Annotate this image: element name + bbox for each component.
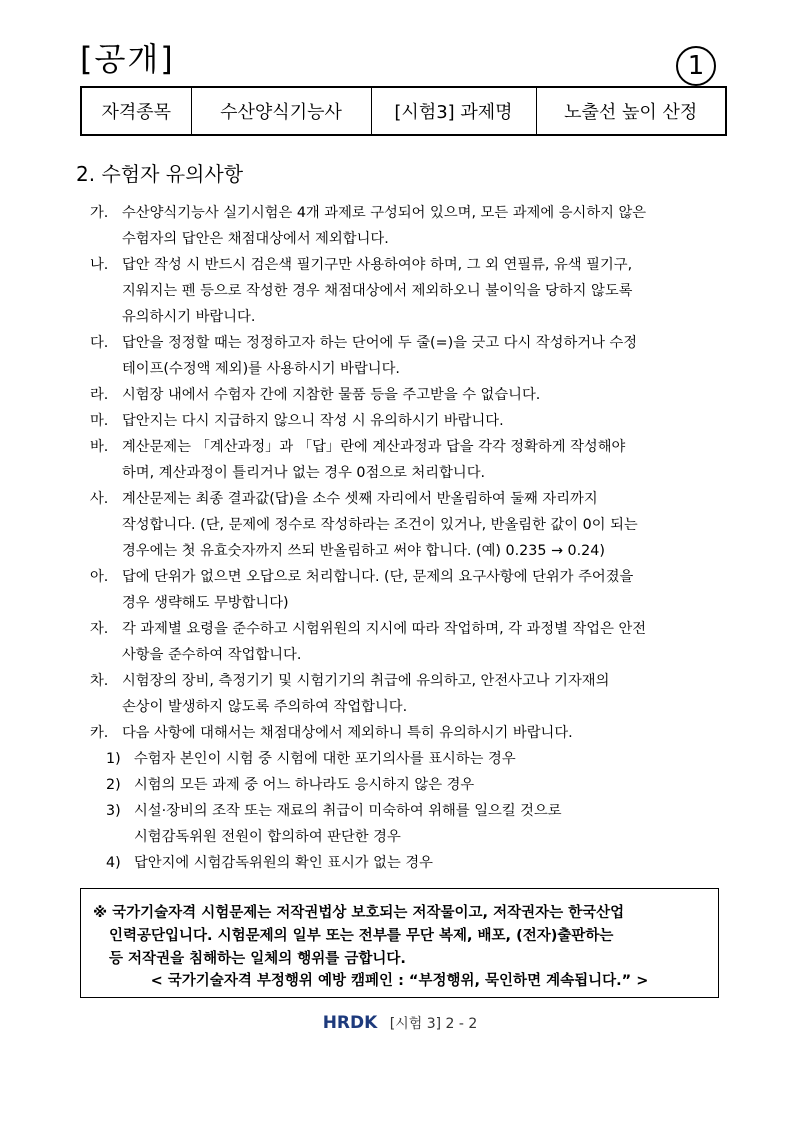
public-label: [공개] — [80, 40, 175, 78]
sub-item — [92, 746, 730, 772]
note-line: 계산문제는 최종 결과값(답)을 소수 셋째 자리에서 반올림하여 둘째 자리까지 — [122, 491, 598, 507]
info-cell-task-value: 노출선 높이 산정 — [536, 87, 726, 135]
sub-item — [92, 772, 730, 798]
note-mark: 아. — [90, 569, 109, 585]
sub-item-number: 1) — [106, 751, 121, 767]
campaign-slogan: < 국가기술자격 부정행위 예방 캠페인 : “부정행위, 묵인하면 계속됩니다.” > — [150, 973, 649, 989]
note-mark: 바. — [90, 439, 109, 455]
note-mark: 차. — [90, 673, 109, 689]
note-line: 작성합니다. (단, 문제에 정수로 작성하라는 조건이 있거나, 반올림한 값이 0이 되는 — [122, 517, 638, 533]
note-item — [90, 200, 730, 252]
note-mark: 자. — [90, 621, 109, 637]
note-item — [90, 252, 730, 330]
page-number-circle: 1 — [676, 46, 716, 86]
note-line: 테이프(수정액 제외)를 사용하시기 바랍니다. — [122, 361, 400, 377]
notice-line: 인력공단입니다. 시험문제의 일부 또는 전부를 무단 복제, 배포, (전자)출판하는 — [109, 928, 614, 944]
note-line: 수산양식기능사 실기시험은 4개 과제로 구성되어 있으며, 모든 과제에 응시하지 않은 — [122, 205, 647, 221]
note-line: 답에 단위가 없으면 오답으로 처리합니다. (단, 문제의 요구사항에 단위가 주어졌을 — [122, 569, 634, 585]
info-cell-task-label: [시험3] 과제명 — [371, 87, 536, 135]
note-item — [90, 382, 730, 408]
info-cell-category-value: 수산양식기능사 — [191, 87, 371, 135]
note-item — [90, 330, 730, 382]
note-line: 시험장 내에서 수험자 간에 지참한 물품 등을 주고받을 수 없습니다. — [122, 387, 541, 403]
note-line: 유의하시기 바랍니다. — [122, 309, 256, 325]
note-line: 시험장의 장비, 측정기기 및 시험기기의 취급에 유의하고, 안전사고나 기자재의 — [122, 673, 610, 689]
sub-item-line: 시설·장비의 조작 또는 재료의 취급이 미숙하여 위해를 일으킬 것으로 — [134, 803, 562, 819]
note-line: 다음 사항에 대해서는 채점대상에서 제외하니 특히 유의하시기 바랍니다. — [122, 725, 573, 741]
note-item — [90, 434, 730, 486]
note-item — [90, 720, 730, 746]
note-line: 손상이 발생하지 않도록 주의하여 작업합니다. — [122, 699, 408, 715]
note-item — [90, 564, 730, 616]
note-line: 답안지는 다시 지급하지 않으니 작성 시 유의하시기 바랍니다. — [122, 413, 504, 429]
note-line: 답안을 정정할 때는 정정하고자 하는 단어에 두 줄(=)을 긋고 다시 작성하거나 수정 — [122, 335, 638, 351]
note-line: 수험자의 답안은 채점대상에서 제외합니다. — [122, 231, 389, 247]
copyright-notice-box — [80, 888, 719, 998]
note-line: 답안 작성 시 반드시 검은색 필기구만 사용하여야 하며, 그 외 연필류, 유색 필기구, — [122, 257, 633, 273]
footer-page-number: [시험 3] 2 - 2 — [389, 1016, 478, 1032]
note-mark: 라. — [90, 387, 109, 403]
note-mark: 가. — [90, 205, 109, 221]
sub-item-line: 답안지에 시험감독위원의 확인 표시가 없는 경우 — [134, 855, 433, 871]
note-line: 계산문제는 「계산과정」과 「답」란에 계산과정과 답을 각각 정확하게 작성해야 — [122, 439, 626, 455]
note-mark: 카. — [90, 725, 109, 741]
note-mark: 나. — [90, 257, 109, 273]
notice-line: 등 저작권을 침해하는 일체의 행위를 금합니다. — [109, 951, 406, 967]
notes-list — [90, 200, 730, 876]
page-footer — [0, 1013, 800, 1033]
info-cell-category-label: 자격종목 — [81, 87, 191, 135]
note-mark: 사. — [90, 491, 109, 507]
section-title: 2. 수험자 유의사항 — [76, 162, 244, 186]
hrdk-logo: HRDK — [322, 1013, 378, 1033]
note-line: 경우 생략해도 무방합니다) — [122, 595, 289, 611]
sub-item-line: 시험의 모든 과제 중 어느 하나라도 응시하지 않은 경우 — [134, 777, 475, 793]
sub-item-number: 4) — [106, 855, 121, 871]
sub-item-line: 수험자 본인이 시험 중 시험에 대한 포기의사를 표시하는 경우 — [134, 751, 516, 767]
note-item — [90, 486, 730, 564]
note-line: 지워지는 펜 등으로 작성한 경우 채점대상에서 제외하오니 불이익을 당하지 않도록 — [122, 283, 633, 299]
exam-info-table — [80, 86, 727, 136]
sub-item-number: 2) — [106, 777, 121, 793]
note-line: 각 과제별 요령을 준수하고 시험위원의 지시에 따라 작업하며, 각 과정별 작업은 안전 — [122, 621, 647, 637]
note-line: 사항을 준수하여 작업합니다. — [122, 647, 302, 663]
sub-item-number: 3) — [106, 803, 121, 819]
sub-item-line: 시험감독위원 전원이 합의하여 판단한 경우 — [134, 829, 401, 845]
note-item — [90, 668, 730, 720]
note-mark: 다. — [90, 335, 109, 351]
note-mark: 마. — [90, 413, 109, 429]
sub-item — [92, 798, 730, 850]
sub-item — [92, 850, 730, 876]
notice-line: ※ 국가기술자격 시험문제는 저작권법상 보호되는 저작물이고, 저작권자는 한국산업 — [93, 905, 625, 921]
note-line: 하며, 계산과정이 틀리거나 없는 경우 0점으로 처리합니다. — [122, 465, 486, 481]
note-line: 경우에는 첫 유효숫자까지 쓰되 반올림하고 써야 합니다. (예) 0.235 → 0.24) — [122, 543, 605, 559]
note-item — [90, 616, 730, 668]
note-item — [90, 408, 730, 434]
